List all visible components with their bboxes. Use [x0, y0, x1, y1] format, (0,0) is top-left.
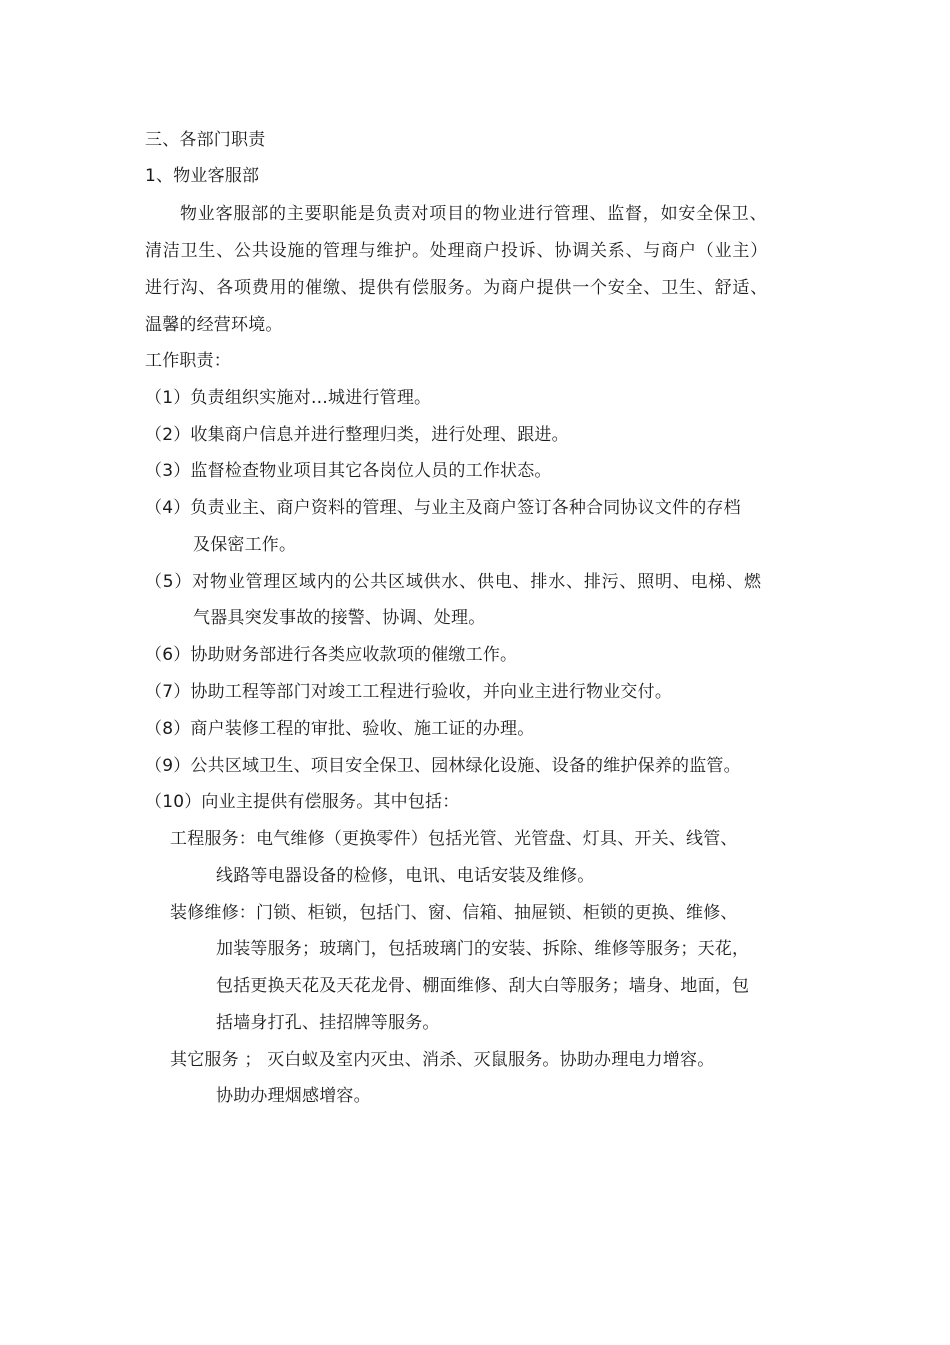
service-item-continuation: 线路等电器设备的检修，电讯、电话安装及维修。 [216, 866, 595, 886]
duty-item: （4）负责业主、商户资料的管理、与业主及商户签订各种合同协议文件的存档 [145, 498, 741, 518]
duty-item: （8）商户装修工程的审批、验收、施工证的办理。 [145, 719, 535, 739]
intro-line: 清洁卫生、公共设施的管理与维护。处理商户投诉、协调关系、与商户（业主） [145, 241, 768, 261]
duty-item: （10）向业主提供有偿服务。其中包括： [145, 792, 460, 812]
duties-label: 工作职责： [145, 351, 231, 371]
service-item-continuation: 协助办理烟感增容。 [216, 1086, 371, 1106]
service-item-continuation: 括墙身打孔、挂招牌等服务。 [216, 1013, 440, 1033]
duty-item: （9）公共区域卫生、项目安全保卫、园林绿化设施、设备的维护保养的监管。 [145, 756, 741, 776]
intro-line: 进行沟、各项费用的催缴、提供有偿服务。为商户提供一个安全、卫生、舒适、 [145, 278, 768, 298]
duty-item-continuation: 气器具突发事故的接警、协调、处理。 [193, 608, 486, 628]
service-item-continuation: 包括更换天花及天花龙骨、棚面维修、刮大白等服务；墙身、地面，包 [216, 976, 750, 996]
duty-item: （2）收集商户信息并进行整理归类，进行处理、跟进。 [145, 425, 569, 445]
service-item: 其它服务 ； 灭白蚁及室内灭虫、消杀、灭鼠服务。协助办理电力增容。 [170, 1050, 715, 1070]
service-item: 工程服务：电气维修（更换零件）包括光管、光管盘、灯具、开关、线管、 [170, 829, 738, 849]
service-item: 装修维修：门锁、柜锁，包括门、窗、信箱、抽屉锁、柜锁的更换、维修、 [170, 903, 738, 923]
subsection-heading: 1、物业客服部 [145, 166, 260, 186]
duty-item: （7）协助工程等部门对竣工工程进行验收，并向业主进行物业交付。 [145, 682, 673, 702]
duty-item: （5）对物业管理区域内的公共区域供水、供电、排水、排污、照明、电梯、燃 [145, 572, 762, 592]
duty-item: （1）负责组织实施对…城进行管理。 [145, 388, 432, 408]
duty-item-continuation: 及保密工作。 [193, 535, 297, 555]
intro-line: 物业客服部的主要职能是负责对项目的物业进行管理、监督，如安全保卫、 [180, 204, 768, 224]
duty-item: （3）监督检查物业项目其它各岗位人员的工作状态。 [145, 461, 552, 481]
intro-line: 温馨的经营环境。 [145, 315, 283, 335]
service-item-continuation: 加装等服务；玻璃门，包括玻璃门的安装、拆除、维修等服务；天花， [216, 939, 750, 959]
duty-item: （6）协助财务部进行各类应收款项的催缴工作。 [145, 645, 518, 665]
section-heading: 三、各部门职责 [145, 130, 266, 150]
